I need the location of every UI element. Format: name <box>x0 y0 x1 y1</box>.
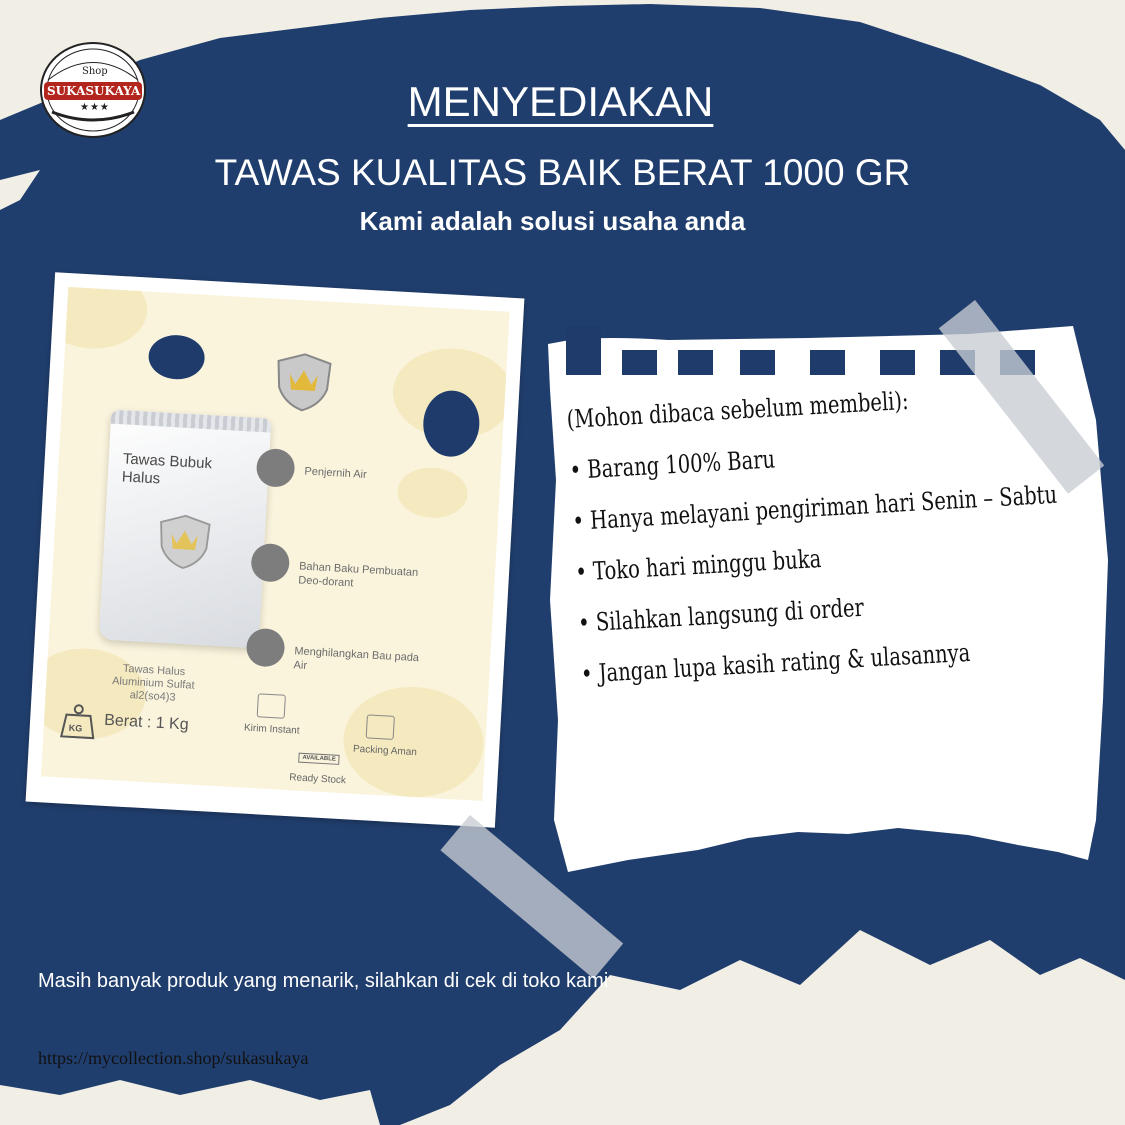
logo-shop-text: Shop <box>82 66 108 77</box>
feature-label: Menghilangkan Bau pada Air <box>293 645 420 672</box>
note-item: • Hanya melayani pengiriman hari Senin – Sabtu <box>571 479 1058 536</box>
logo-stars: ★★★ <box>80 102 110 113</box>
odor-icon <box>246 628 286 668</box>
package-icon <box>366 714 395 740</box>
available-stamp: AVAILABLE <box>298 753 340 765</box>
page-subtitle: TAWAS KUALITAS BAIK BERAT 1000 GR <box>214 152 911 193</box>
note-tab <box>622 350 657 375</box>
product-image <box>41 287 510 801</box>
shop-url-link[interactable]: https://mycollection.shop/sukasukaya <box>38 1048 309 1068</box>
feature-label: Bahan Baku Pembuatan Deo-dorant <box>298 560 419 590</box>
kg-label: KG <box>68 722 83 734</box>
note-item: • Jangan lupa kasih rating & ulasannya <box>580 637 971 689</box>
badge-ready-stock: Ready Stock <box>289 772 347 787</box>
page-title: MENYEDIAKAN <box>407 78 714 125</box>
note-item: • Silahkan langsung di order <box>577 592 865 638</box>
note-item: • Barang 100% Baru <box>568 444 776 485</box>
feature-label: Penjernih Air <box>304 465 368 481</box>
note-tab <box>880 350 915 375</box>
product-image-card[interactable] <box>26 272 525 827</box>
weight-kg-icon <box>59 702 97 740</box>
note-item: • Toko hari minggu buka <box>574 544 822 587</box>
note-tab <box>810 350 845 375</box>
blur-dot-left <box>147 334 205 381</box>
logo-brand-text: SUKASUKAYA <box>47 84 141 98</box>
brand-crest-icon <box>272 351 335 414</box>
delivery-truck-icon <box>257 693 286 719</box>
note-tab <box>678 350 713 375</box>
note-intro: (Mohon dibaca sebelum membeli): <box>566 385 910 434</box>
note-tab <box>566 326 601 375</box>
badge-instant-delivery: Kirim Instant <box>243 722 300 737</box>
page-tagline: Kami adalah solusi usaha anda <box>359 206 746 236</box>
note-tab <box>740 350 775 375</box>
badge-safe-packing: Packing Aman <box>352 743 418 759</box>
product-sub-info: Tawas Halus Aluminium Sulfat al2(so4)3 <box>111 662 195 704</box>
product-bag <box>99 410 272 649</box>
footer-promo: Masih banyak produk yang menarik, silahkan di cek di toko kami <box>38 970 609 992</box>
bag-title: Tawas Bubuk Halus <box>121 450 213 488</box>
product-weight: Berat : 1 Kg <box>103 711 190 734</box>
bag-crest-icon <box>155 512 214 571</box>
